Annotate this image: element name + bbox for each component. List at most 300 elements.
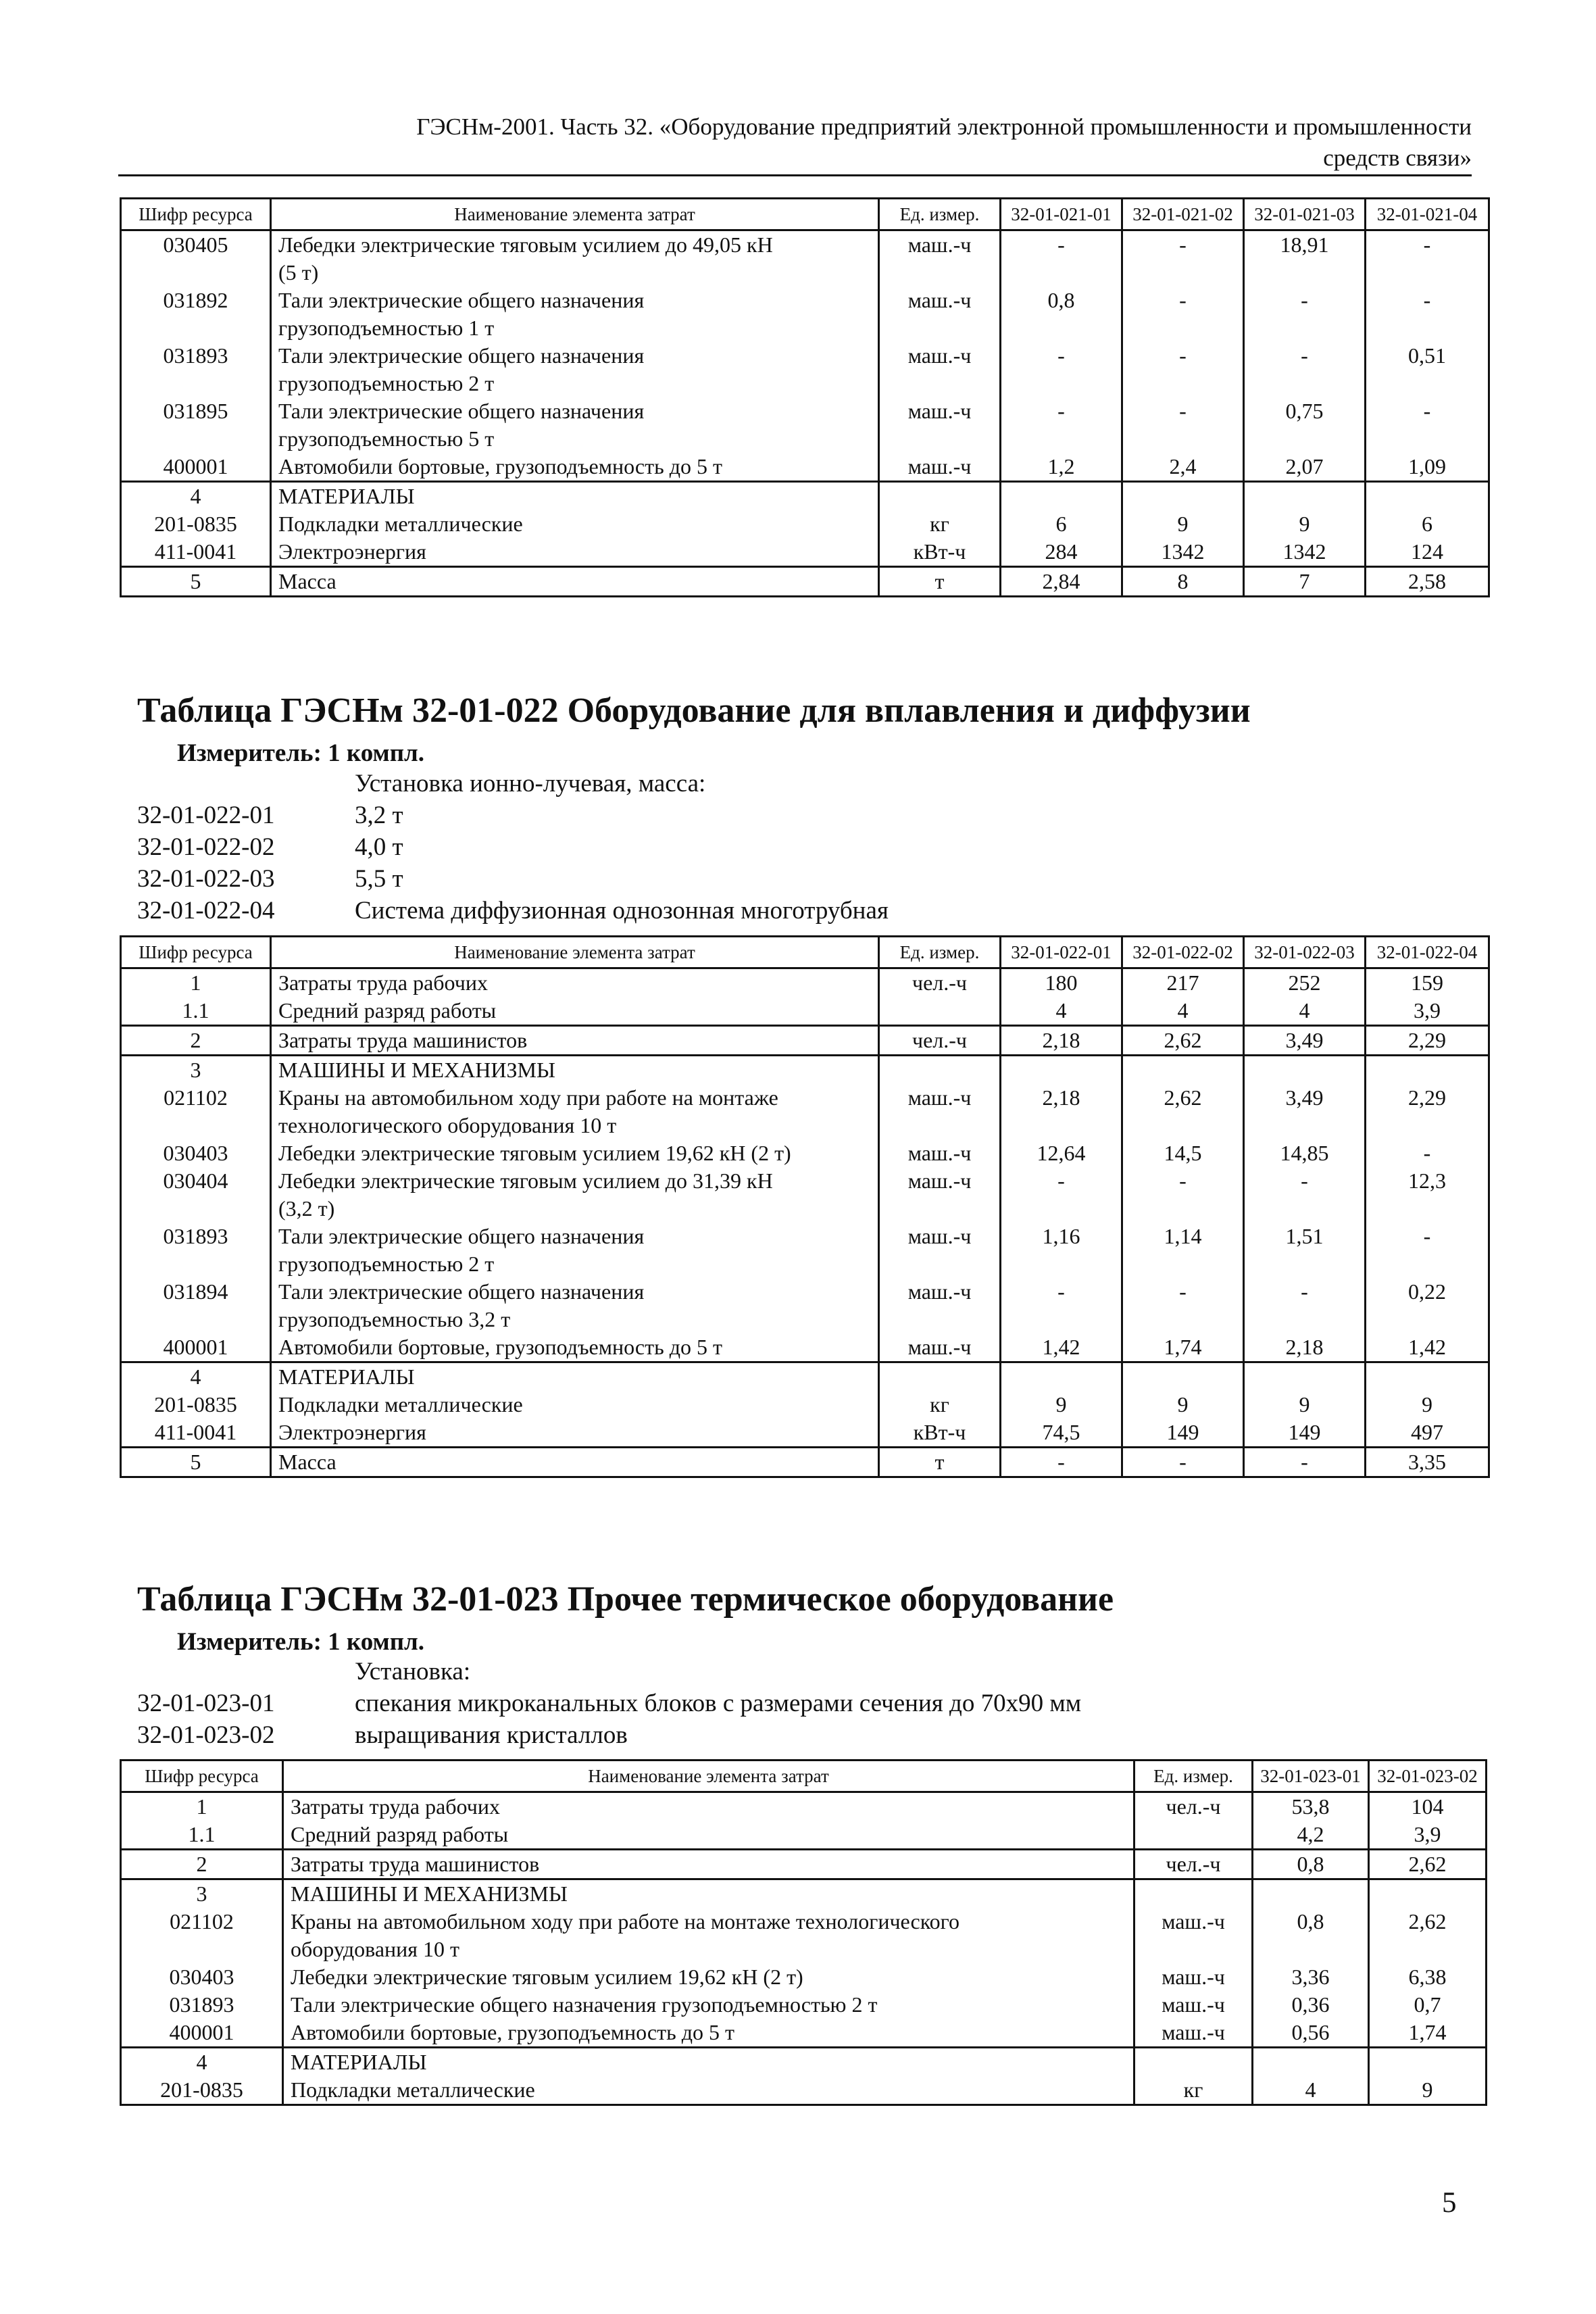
cost-element-line: технологического оборудования 10 т <box>278 1113 617 1137</box>
cost-element-line: Краны на автомобильном ходу при работе на монтаже <box>278 1085 778 1110</box>
definition-intro: Установка: <box>355 1658 471 1685</box>
resource-code: 400001 <box>121 2019 283 2048</box>
value-cell: - <box>1122 230 1244 287</box>
resource-code: 400001 <box>121 1333 271 1362</box>
cost-element-name <box>271 1333 879 1362</box>
cost-element-line: Тали электрические общего назначения <box>278 399 645 423</box>
value-cell: 4,2 <box>1253 1821 1369 1850</box>
value-cell <box>1001 1056 1122 1085</box>
col-header-norm: 32-01-022-02 <box>1122 937 1244 968</box>
unit-cell: т <box>879 1448 1001 1477</box>
unit-cell: маш.-ч <box>879 1167 1001 1223</box>
value-cell: 124 <box>1366 538 1489 567</box>
value-cell: - <box>1001 1167 1122 1223</box>
value-cell: - <box>1122 1167 1244 1223</box>
table-row <box>121 1448 1489 1477</box>
value-cell: 1,74 <box>1122 1333 1244 1362</box>
value-cell <box>1369 1879 1487 1909</box>
value-cell: - <box>1244 1448 1366 1477</box>
value-cell: 497 <box>1366 1419 1489 1448</box>
cost-element-line: Подкладки металлические <box>278 1392 523 1417</box>
unit-cell <box>1134 2048 1253 2077</box>
table-row <box>121 1167 1489 1223</box>
cost-element-line: Подкладки металлические <box>278 512 523 536</box>
table-row <box>121 1391 1489 1419</box>
cost-element-line: Тали электрические общего назначения <box>278 343 645 368</box>
value-cell: 0,56 <box>1253 2019 1369 2048</box>
cost-element-line: Подкладки металлические <box>291 2077 535 2102</box>
value-cell: - <box>1001 230 1122 287</box>
cost-element-line: Затраты труда машинистов <box>291 1852 540 1876</box>
value-cell: 2,18 <box>1001 1084 1122 1139</box>
table-row <box>121 2076 1487 2105</box>
cost-element-name <box>271 397 879 453</box>
resource-code: 411-0041 <box>121 1419 271 1448</box>
col-header-norm: 32-01-021-03 <box>1244 199 1366 230</box>
col-header-norm: 32-01-021-01 <box>1001 199 1122 230</box>
unit-cell: маш.-ч <box>879 453 1001 482</box>
resource-code: 3 <box>121 1879 283 1909</box>
cost-element-name <box>283 1821 1134 1850</box>
cost-element-line: МАТЕРИАЛЫ <box>278 1364 415 1389</box>
cost-element-line: Масса <box>278 1450 336 1474</box>
unit-cell: маш.-ч <box>879 1139 1001 1167</box>
cost-element-name <box>271 1026 879 1056</box>
resource-code: 031893 <box>121 342 271 397</box>
cost-element-name <box>283 2076 1134 2105</box>
cost-element-line: Затраты труда машинистов <box>278 1028 528 1052</box>
resource-code: 021102 <box>121 1908 283 1963</box>
value-cell <box>1001 482 1122 511</box>
unit-cell: кг <box>879 510 1001 538</box>
cost-element-name <box>283 1879 1134 1909</box>
resource-code: 5 <box>121 1448 271 1477</box>
value-cell: 3,9 <box>1369 1821 1487 1850</box>
unit-cell <box>879 997 1001 1026</box>
col-header-norm: 32-01-022-04 <box>1366 937 1489 968</box>
table-row <box>121 1792 1487 1821</box>
value-cell: 0,51 <box>1366 342 1489 397</box>
col-header-code: Шифр ресурса <box>121 199 271 230</box>
value-cell: 1,2 <box>1001 453 1122 482</box>
unit-cell <box>1134 1879 1253 1909</box>
table-row <box>121 482 1489 511</box>
unit-cell: маш.-ч <box>879 230 1001 287</box>
col-header-code: Шифр ресурса <box>121 1761 283 1792</box>
table-row <box>121 1333 1489 1362</box>
definition-row: 32-01-022-02 4,0 т <box>137 833 403 861</box>
section-meter: Измеритель: 1 компл. <box>177 1628 425 1656</box>
value-cell: 9 <box>1244 510 1366 538</box>
value-cell <box>1122 1362 1244 1392</box>
resource-code: 3 <box>121 1056 271 1085</box>
cost-element-line: Лебедки электрические тяговым усилием 19,62 кН (2 т) <box>278 1141 791 1165</box>
value-cell: 2,62 <box>1122 1084 1244 1139</box>
value-cell: 1,74 <box>1369 2019 1487 2048</box>
table-row <box>121 968 1489 998</box>
cost-element-line: грузоподъемностью 5 т <box>278 426 495 451</box>
cost-element-name <box>271 567 879 597</box>
page-number: 5 <box>1442 2187 1457 2219</box>
cost-element-name <box>271 1391 879 1419</box>
value-cell <box>1253 1879 1369 1909</box>
table-row <box>121 287 1489 342</box>
unit-cell: маш.-ч <box>879 1084 1001 1139</box>
unit-cell: кг <box>1134 2076 1253 2105</box>
cost-element-line: Электроэнергия <box>278 1420 426 1444</box>
unit-cell: маш.-ч <box>879 397 1001 453</box>
value-cell: 217 <box>1122 968 1244 998</box>
value-cell: 1,51 <box>1244 1223 1366 1278</box>
cost-element-name <box>271 1084 879 1139</box>
col-header-norm: 32-01-023-01 <box>1253 1761 1369 1792</box>
col-header-name: Наименование элемента затрат <box>283 1761 1134 1792</box>
value-cell: 2,62 <box>1369 1850 1487 1879</box>
value-cell: 53,8 <box>1253 1792 1369 1821</box>
table-row <box>121 1139 1489 1167</box>
cost-element-line: Средний разряд работы <box>278 998 497 1023</box>
cost-element-name <box>271 1056 879 1085</box>
table-row <box>121 1821 1487 1850</box>
value-cell: 2,29 <box>1366 1026 1489 1056</box>
cost-element-line: Затраты труда рабочих <box>278 970 488 995</box>
col-header-unit: Ед. измер. <box>1134 1761 1253 1792</box>
value-cell: 2,4 <box>1122 453 1244 482</box>
resource-code: 021102 <box>121 1084 271 1139</box>
value-cell: 0,8 <box>1253 1850 1369 1879</box>
cost-element-line: Автомобили бортовые, грузоподъемность до 5 т <box>278 1335 722 1359</box>
definition-row: 32-01-023-01 спекания микроканальных блоков с размерами сечения до 70х90 мм <box>137 1690 1082 1717</box>
resource-code: 5 <box>121 567 271 597</box>
resource-code: 031894 <box>121 1278 271 1333</box>
value-cell: 14,85 <box>1244 1139 1366 1167</box>
value-cell: 104 <box>1369 1792 1487 1821</box>
unit-cell: маш.-ч <box>879 287 1001 342</box>
resource-code: 031892 <box>121 287 271 342</box>
value-cell: - <box>1001 1448 1122 1477</box>
cost-element-line: Тали электрические общего назначения грузоподъемностью 2 т <box>291 1992 878 2017</box>
value-cell <box>1366 1056 1489 1085</box>
value-cell: 4 <box>1001 997 1122 1026</box>
value-cell <box>1001 1362 1122 1392</box>
cost-element-name <box>271 1448 879 1477</box>
value-cell: 0,7 <box>1369 1991 1487 2019</box>
unit-cell <box>879 482 1001 511</box>
table-row <box>121 567 1489 597</box>
value-cell: 18,91 <box>1244 230 1366 287</box>
cost-element-line: Лебедки электрические тяговым усилием до 31,39 кН <box>278 1168 773 1193</box>
value-cell: - <box>1122 397 1244 453</box>
resource-code: 4 <box>121 482 271 511</box>
value-cell: 9 <box>1366 1391 1489 1419</box>
unit-cell <box>1134 1821 1253 1850</box>
cost-element-line: Средний разряд работы <box>291 1822 509 1846</box>
cost-element-name <box>271 342 879 397</box>
resource-code: 4 <box>121 1362 271 1392</box>
cost-element-name <box>283 1850 1134 1879</box>
resource-code: 411-0041 <box>121 538 271 567</box>
table-32-01-022 <box>120 935 1490 1478</box>
table-32-01-023 <box>120 1759 1487 2106</box>
col-header-norm: 32-01-021-04 <box>1366 199 1489 230</box>
value-cell: 1,09 <box>1366 453 1489 482</box>
col-header-norm: 32-01-023-02 <box>1369 1761 1487 1792</box>
value-cell: 2,62 <box>1369 1908 1487 1963</box>
value-cell: - <box>1244 1167 1366 1223</box>
value-cell: - <box>1366 1223 1489 1278</box>
table-row <box>121 538 1489 567</box>
table-row <box>121 510 1489 538</box>
value-cell: 9 <box>1122 1391 1244 1419</box>
value-cell: 149 <box>1122 1419 1244 1448</box>
unit-cell: маш.-ч <box>1134 2019 1253 2048</box>
value-cell <box>1244 482 1366 511</box>
cost-element-name <box>271 1278 879 1333</box>
value-cell <box>1366 1362 1489 1392</box>
resource-code: 031895 <box>121 397 271 453</box>
col-header-name: Наименование элемента затрат <box>271 937 879 968</box>
value-cell: 0,8 <box>1253 1908 1369 1963</box>
value-cell: 2,18 <box>1001 1026 1122 1056</box>
cost-element-line: МАШИНЫ И МЕХАНИЗМЫ <box>278 1058 555 1082</box>
value-cell: 284 <box>1001 538 1122 567</box>
value-cell: 74,5 <box>1001 1419 1122 1448</box>
cost-element-line: грузоподъемностью 1 т <box>278 316 495 340</box>
resource-code: 030403 <box>121 1963 283 1991</box>
unit-cell <box>879 1056 1001 1085</box>
resource-code: 400001 <box>121 453 271 482</box>
value-cell: - <box>1244 342 1366 397</box>
col-header-unit: Ед. измер. <box>879 937 1001 968</box>
resource-code: 031893 <box>121 1223 271 1278</box>
table-row <box>121 1908 1487 1963</box>
cost-element-line: грузоподъемностью 2 т <box>278 371 495 395</box>
resource-code: 201-0835 <box>121 1391 271 1419</box>
cost-element-line: Затраты труда рабочих <box>291 1794 500 1819</box>
unit-cell: т <box>879 567 1001 597</box>
section-definitions <box>137 768 889 927</box>
table-row <box>121 342 1489 397</box>
table-row <box>121 230 1489 287</box>
table-32-01-021 <box>120 197 1490 597</box>
value-cell: 3,49 <box>1244 1026 1366 1056</box>
unit-cell: чел.-ч <box>879 1026 1001 1056</box>
value-cell: 1342 <box>1244 538 1366 567</box>
table-row <box>121 997 1489 1026</box>
resource-code: 1.1 <box>121 997 271 1026</box>
table-row <box>121 397 1489 453</box>
value-cell: 3,36 <box>1253 1963 1369 1991</box>
value-cell: 180 <box>1001 968 1122 998</box>
table-row <box>121 1850 1487 1879</box>
value-cell: 2,29 <box>1366 1084 1489 1139</box>
unit-cell: чел.-ч <box>1134 1850 1253 1879</box>
table-row <box>121 1084 1489 1139</box>
section-meter: Измеритель: 1 компл. <box>177 739 425 767</box>
cost-element-name <box>283 1792 1134 1821</box>
cost-element-name <box>283 2019 1134 2048</box>
cost-element-name <box>271 1223 879 1278</box>
cost-element-line: Автомобили бортовые, грузоподъемность до 5 т <box>291 2020 734 2044</box>
value-cell: 1,42 <box>1366 1333 1489 1362</box>
value-cell: 14,5 <box>1122 1139 1244 1167</box>
value-cell: 4 <box>1244 997 1366 1026</box>
value-cell: 4 <box>1122 997 1244 1026</box>
cost-element-line: МАТЕРИАЛЫ <box>278 484 415 508</box>
unit-cell: маш.-ч <box>879 342 1001 397</box>
cost-element-line: Автомобили бортовые, грузоподъемность до 5 т <box>278 454 722 478</box>
table-row <box>121 1223 1489 1278</box>
cost-element-line: (5 т) <box>278 260 319 285</box>
table-row <box>121 1278 1489 1333</box>
value-cell: - <box>1366 230 1489 287</box>
value-cell <box>1244 1362 1366 1392</box>
unit-cell: маш.-ч <box>1134 1963 1253 1991</box>
value-cell: 0,22 <box>1366 1278 1489 1333</box>
cost-element-line: МАШИНЫ И МЕХАНИЗМЫ <box>291 1881 568 1906</box>
value-cell <box>1253 2048 1369 2077</box>
resource-code: 030405 <box>121 230 271 287</box>
cost-element-line: Масса <box>278 569 336 593</box>
resource-code: 2 <box>121 1026 271 1056</box>
value-cell: 2,62 <box>1122 1026 1244 1056</box>
value-cell: 9 <box>1369 2076 1487 2105</box>
unit-cell: кВт-ч <box>879 1419 1001 1448</box>
cost-element-name <box>283 1963 1134 1991</box>
table-row <box>121 1026 1489 1056</box>
table-row <box>121 1963 1487 1991</box>
cost-element-name <box>271 482 879 511</box>
col-header-code: Шифр ресурса <box>121 937 271 968</box>
running-header <box>0 112 1472 174</box>
value-cell: - <box>1122 1448 1244 1477</box>
value-cell <box>1122 1056 1244 1085</box>
cost-element-line: Тали электрические общего назначения <box>278 1279 645 1304</box>
cost-element-line: Тали электрические общего назначения <box>278 1224 645 1248</box>
value-cell: - <box>1366 287 1489 342</box>
cost-element-line: грузоподъемностью 2 т <box>278 1252 495 1276</box>
cost-element-name <box>271 1139 879 1167</box>
table-row <box>121 1419 1489 1448</box>
header-rule <box>118 174 1472 176</box>
value-cell: - <box>1001 342 1122 397</box>
value-cell: 3,9 <box>1366 997 1489 1026</box>
value-cell: - <box>1122 1278 1244 1333</box>
col-header-norm: 32-01-022-01 <box>1001 937 1122 968</box>
cost-element-name <box>271 230 879 287</box>
unit-cell: кВт-ч <box>879 538 1001 567</box>
cost-element-line: Лебедки электрические тяговым усилием до 49,05 кН <box>278 232 773 257</box>
value-cell: - <box>1244 1278 1366 1333</box>
value-cell: 8 <box>1122 567 1244 597</box>
value-cell: 1,14 <box>1122 1223 1244 1278</box>
value-cell: 1342 <box>1122 538 1244 567</box>
unit-cell: маш.-ч <box>1134 1991 1253 2019</box>
value-cell: 159 <box>1366 968 1489 998</box>
cost-element-name <box>271 1419 879 1448</box>
value-cell: 252 <box>1244 968 1366 998</box>
value-cell: 9 <box>1122 510 1244 538</box>
value-cell: 6 <box>1366 510 1489 538</box>
value-cell: 9 <box>1244 1391 1366 1419</box>
table-row <box>121 1362 1489 1392</box>
cost-element-line: (3,2 т) <box>278 1196 335 1221</box>
cost-element-name <box>271 287 879 342</box>
cost-element-name <box>271 538 879 567</box>
header-line-1: ГЭСНм-2001. Часть 32. «Оборудование предприятий электронной промышленности и промышленности <box>416 114 1472 140</box>
definition-intro: Установка ионно-лучевая, масса: <box>355 770 706 797</box>
unit-cell: кг <box>879 1391 1001 1419</box>
value-cell: 1,42 <box>1001 1333 1122 1362</box>
table-row <box>121 2048 1487 2077</box>
definition-row: 32-01-023-02 выращивания кристаллов <box>137 1721 628 1749</box>
resource-code: 1.1 <box>121 1821 283 1850</box>
definition-row: 32-01-022-01 3,2 т <box>137 802 403 829</box>
value-cell: - <box>1001 1278 1122 1333</box>
value-cell: 6 <box>1001 510 1122 538</box>
value-cell: 9 <box>1001 1391 1122 1419</box>
value-cell <box>1369 2048 1487 2077</box>
table-row <box>121 1879 1487 1909</box>
cost-element-name <box>283 1991 1134 2019</box>
value-cell: 0,75 <box>1244 397 1366 453</box>
col-header-norm: 32-01-022-03 <box>1244 937 1366 968</box>
value-cell: 7 <box>1244 567 1366 597</box>
cost-element-line: грузоподъемностью 3,2 т <box>278 1307 511 1331</box>
col-header-norm: 32-01-021-02 <box>1122 199 1244 230</box>
value-cell: 149 <box>1244 1419 1366 1448</box>
value-cell: 1,16 <box>1001 1223 1122 1278</box>
unit-cell: чел.-ч <box>879 968 1001 998</box>
cost-element-line: Лебедки электрические тяговым усилием 19,62 кН (2 т) <box>291 1965 803 1989</box>
resource-code: 201-0835 <box>121 510 271 538</box>
cost-element-line: Тали электрические общего назначения <box>278 288 645 312</box>
value-cell <box>1244 1056 1366 1085</box>
table-row <box>121 1056 1489 1085</box>
resource-code: 030404 <box>121 1167 271 1223</box>
definition-row: 32-01-022-04 Система диффузионная однозонная многотрубная <box>137 897 889 925</box>
cost-element-name <box>283 2048 1134 2077</box>
cost-element-name <box>271 510 879 538</box>
col-header-unit: Ед. измер. <box>879 199 1001 230</box>
resource-code: 4 <box>121 2048 283 2077</box>
table-row <box>121 1991 1487 2019</box>
value-cell: 2,07 <box>1244 453 1366 482</box>
cost-element-line: оборудования 10 т <box>291 1937 459 1961</box>
value-cell: 6,38 <box>1369 1963 1487 1991</box>
value-cell: 3,49 <box>1244 1084 1366 1139</box>
unit-cell: маш.-ч <box>879 1333 1001 1362</box>
unit-cell <box>879 1362 1001 1392</box>
value-cell: - <box>1366 397 1489 453</box>
resource-code: 1 <box>121 968 271 998</box>
value-cell: 0,36 <box>1253 1991 1369 2019</box>
cost-element-name <box>283 1908 1134 1963</box>
header-line-2: средств связи» <box>1323 145 1472 171</box>
value-cell: - <box>1122 342 1244 397</box>
section-definitions <box>137 1656 1081 1751</box>
section-title-32-01-023: Таблица ГЭСНм 32-01-023 Прочее термическое оборудование <box>137 1580 1114 1619</box>
definition-row: 32-01-022-03 5,5 т <box>137 865 403 893</box>
cost-element-name <box>271 997 879 1026</box>
unit-cell: маш.-ч <box>879 1223 1001 1278</box>
value-cell: 0,8 <box>1001 287 1122 342</box>
resource-code: 1 <box>121 1792 283 1821</box>
cost-element-line: МАТЕРИАЛЫ <box>291 2050 427 2074</box>
value-cell: - <box>1122 287 1244 342</box>
value-cell <box>1122 482 1244 511</box>
section-title-32-01-022: Таблица ГЭСНм 32-01-022 Оборудование для вплавления и диффузии <box>137 691 1251 730</box>
